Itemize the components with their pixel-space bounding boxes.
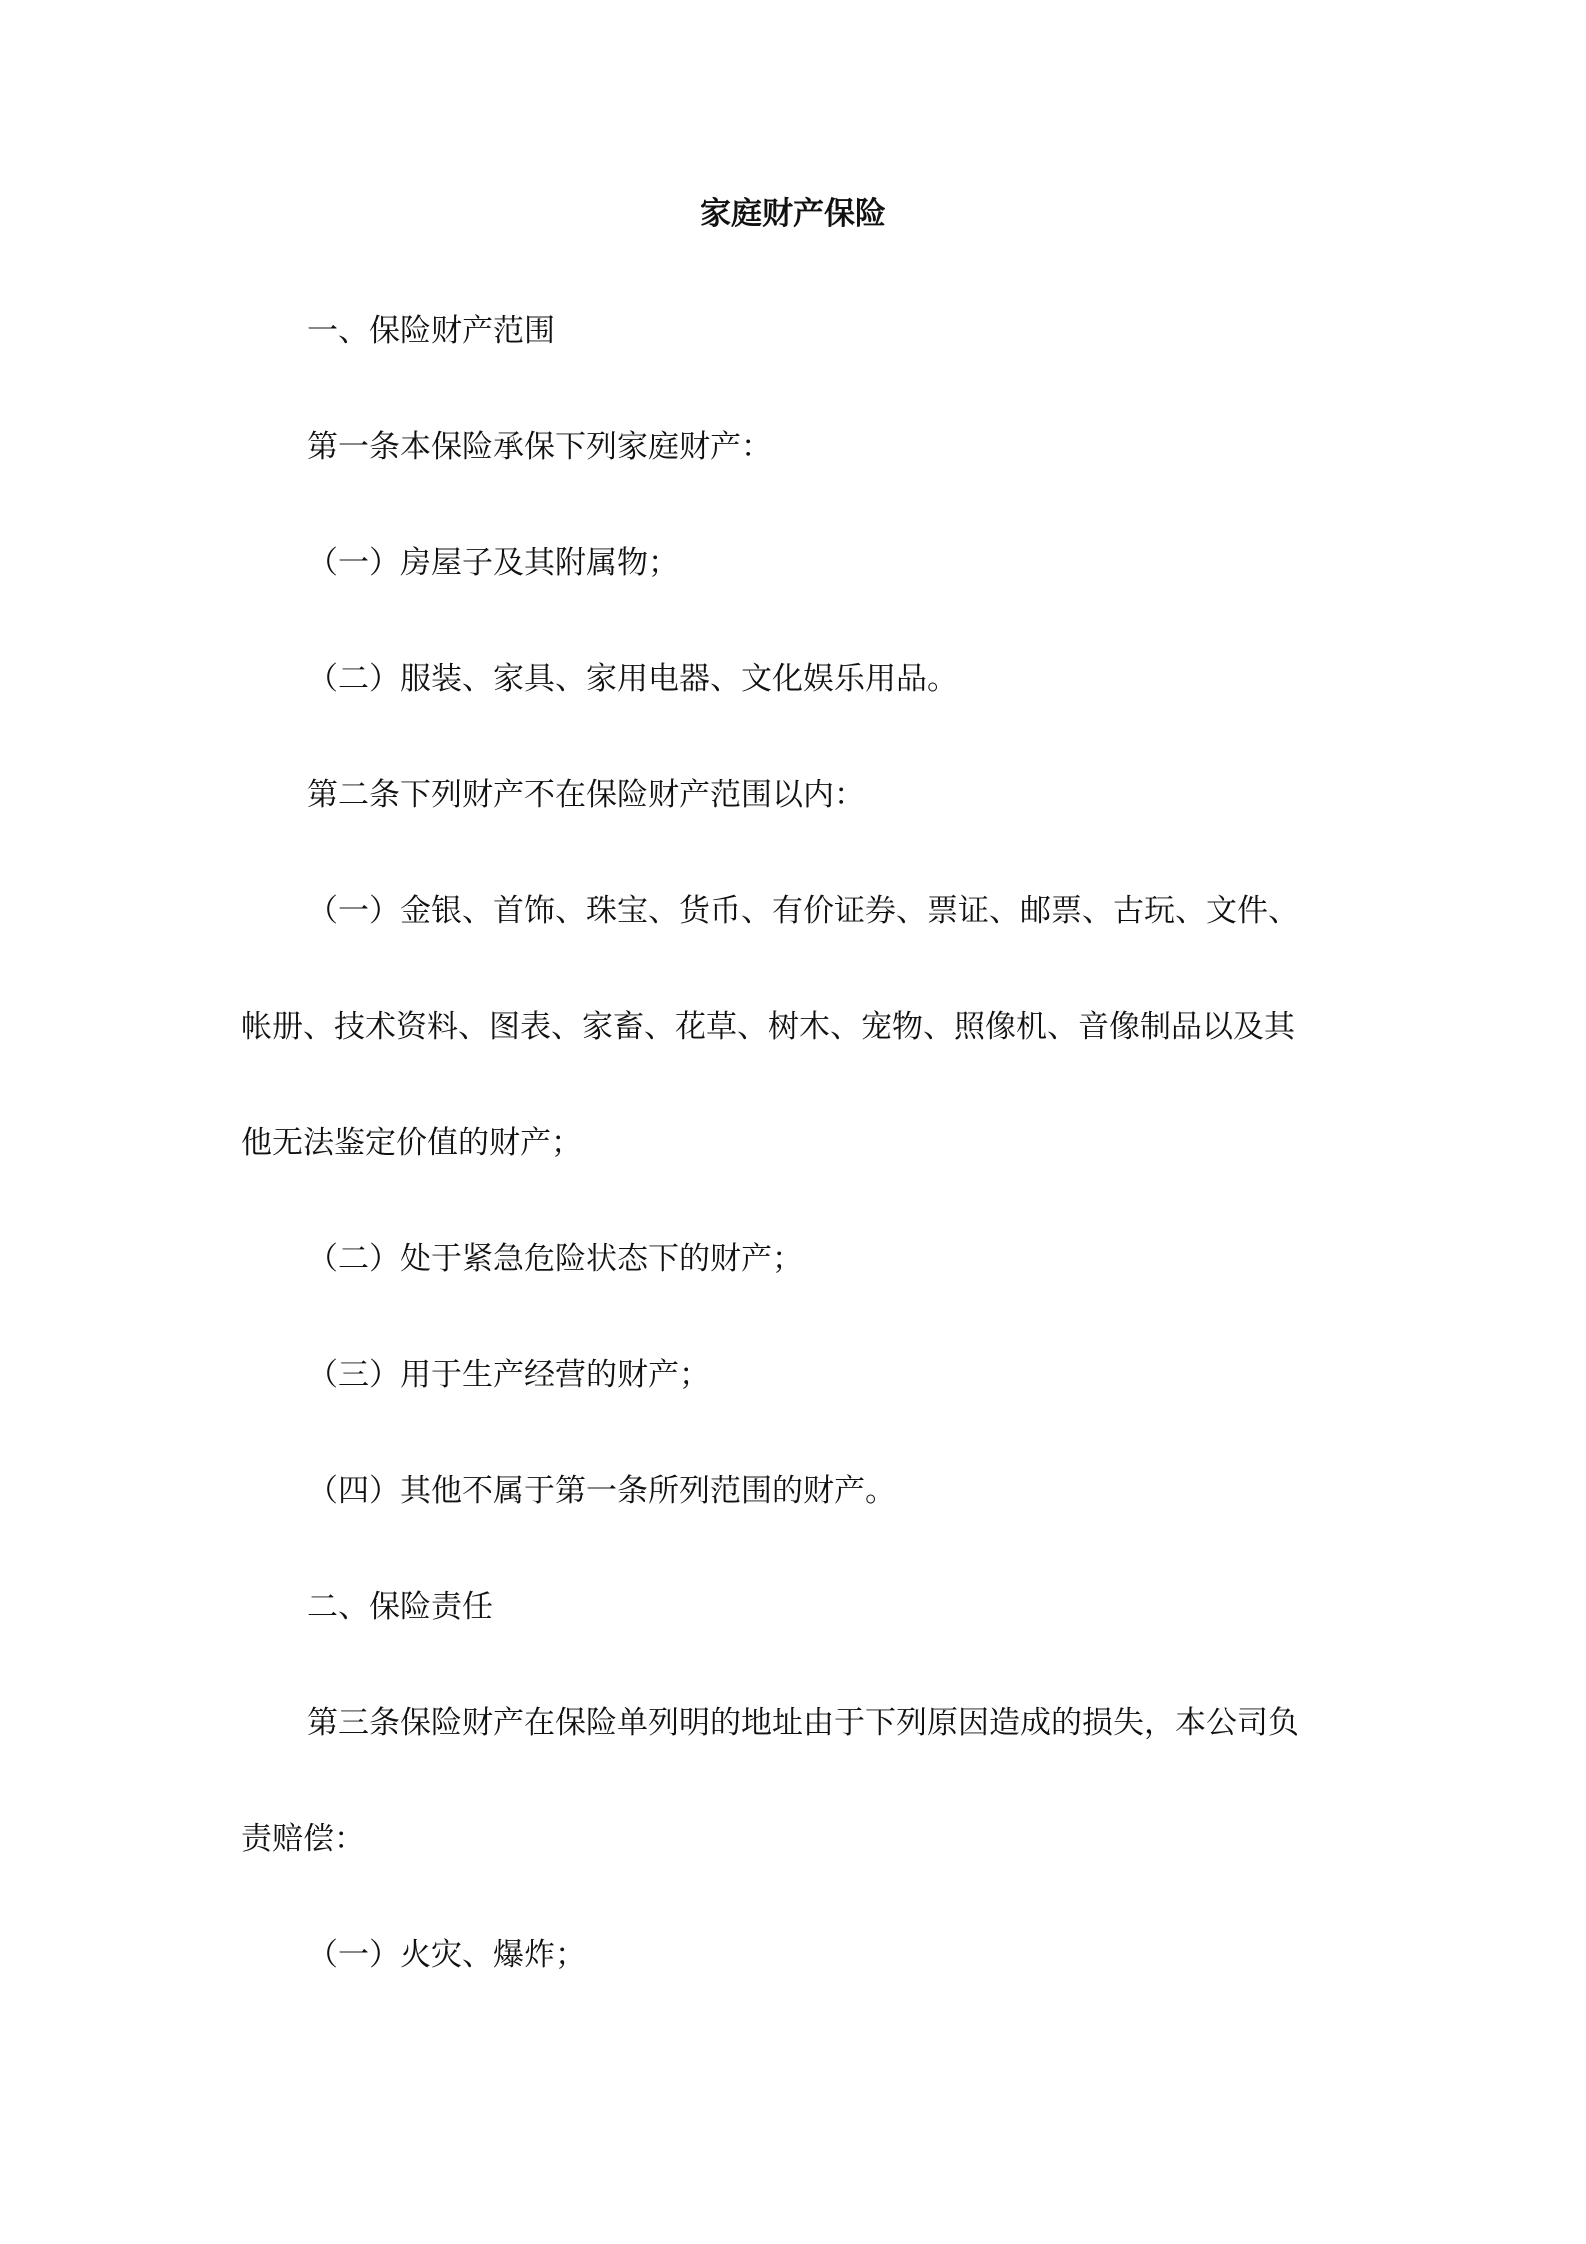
- document-title: 家庭财产保险: [700, 196, 886, 232]
- article-paragraph-continuation: 责赔偿：: [241, 1821, 365, 1857]
- section-heading: 二、保险责任: [307, 1589, 493, 1625]
- list-item: （二）服装、家具、家用电器、文化娱乐用品。: [307, 661, 958, 697]
- list-item: （四）其他不属于第一条所列范围的财产。: [307, 1473, 896, 1509]
- article-paragraph: 第一条本保险承保下列家庭财产：: [307, 429, 772, 465]
- list-item-continuation: 他无法鉴定价值的财产；: [241, 1125, 582, 1161]
- list-item: （二）处于紧急危险状态下的财产；: [307, 1241, 803, 1277]
- list-item-continuation: 帐册、技术资料、图表、家畜、花草、树木、宠物、照像机、音像制品以及其: [241, 1009, 1295, 1045]
- list-item: （三）用于生产经营的财产；: [307, 1357, 710, 1393]
- article-paragraph: 第二条下列财产不在保险财产范围以内：: [307, 777, 865, 813]
- list-item: （一）房屋子及其附属物；: [307, 545, 679, 581]
- list-item: （一）金银、首饰、珠宝、货币、有价证券、票证、邮票、古玩、文件、: [307, 893, 1299, 929]
- section-heading: 一、保险财产范围: [307, 313, 555, 349]
- list-item: （一）火灾、爆炸；: [307, 1937, 586, 1973]
- article-paragraph: 第三条保险财产在保险单列明的地址由于下列原因造成的损失，本公司负: [307, 1705, 1299, 1741]
